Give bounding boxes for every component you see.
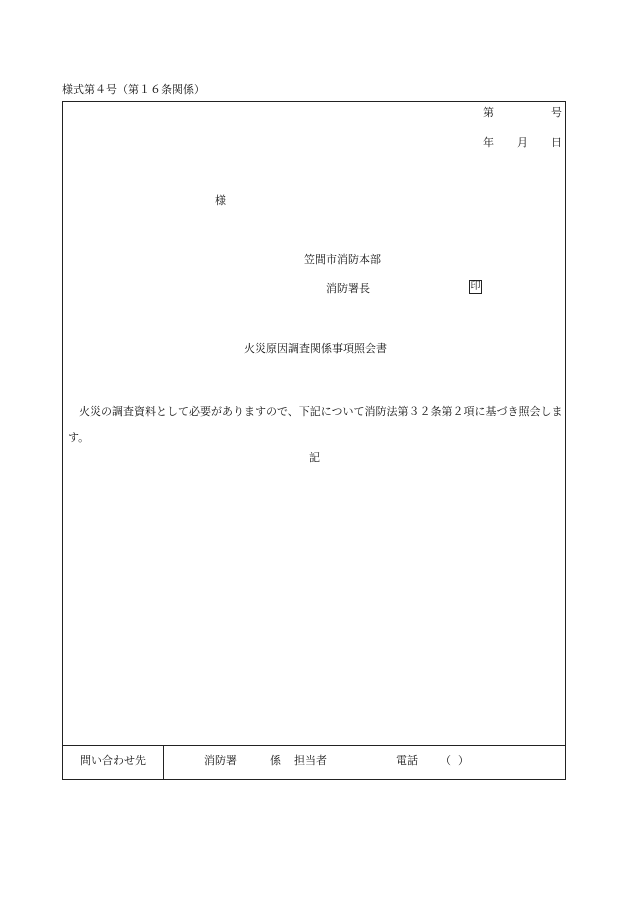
phone-paren-close: ） bbox=[458, 754, 469, 767]
fire-station-label: 消防署 bbox=[204, 754, 237, 767]
sender-title: 消防署長 bbox=[326, 282, 370, 295]
seal-stamp-box: 印 bbox=[470, 281, 481, 292]
ki-heading: 記 bbox=[309, 451, 320, 464]
person-in-charge-label: 担当者 bbox=[294, 754, 327, 767]
document-number-suffix: 号 bbox=[551, 106, 562, 119]
section-label: 係 bbox=[270, 754, 281, 767]
document-title: 火災原因調査関係事項照会書 bbox=[244, 342, 387, 355]
form-number-label: 様式第４号（第１６条関係） bbox=[62, 83, 205, 96]
date-month-label: 月 bbox=[517, 136, 528, 149]
sender-organization: 笠間市消防本部 bbox=[304, 253, 381, 266]
addressee-honorific: 様 bbox=[215, 194, 226, 207]
contact-label: 問い合わせ先 bbox=[80, 754, 146, 767]
date-year-label: 年 bbox=[483, 136, 494, 149]
phone-label: 電話 bbox=[396, 754, 418, 767]
date-day-label: 日 bbox=[551, 136, 562, 149]
footer-column-divider bbox=[163, 745, 164, 779]
phone-paren-open: （ bbox=[440, 754, 451, 767]
footer-divider-line bbox=[63, 745, 565, 746]
document-number-prefix: 第 bbox=[483, 106, 494, 119]
body-paragraph: 火災の調査資料として必要がありますので、下記について消防法第３２条第２項に基づき照会します。 bbox=[68, 405, 563, 444]
